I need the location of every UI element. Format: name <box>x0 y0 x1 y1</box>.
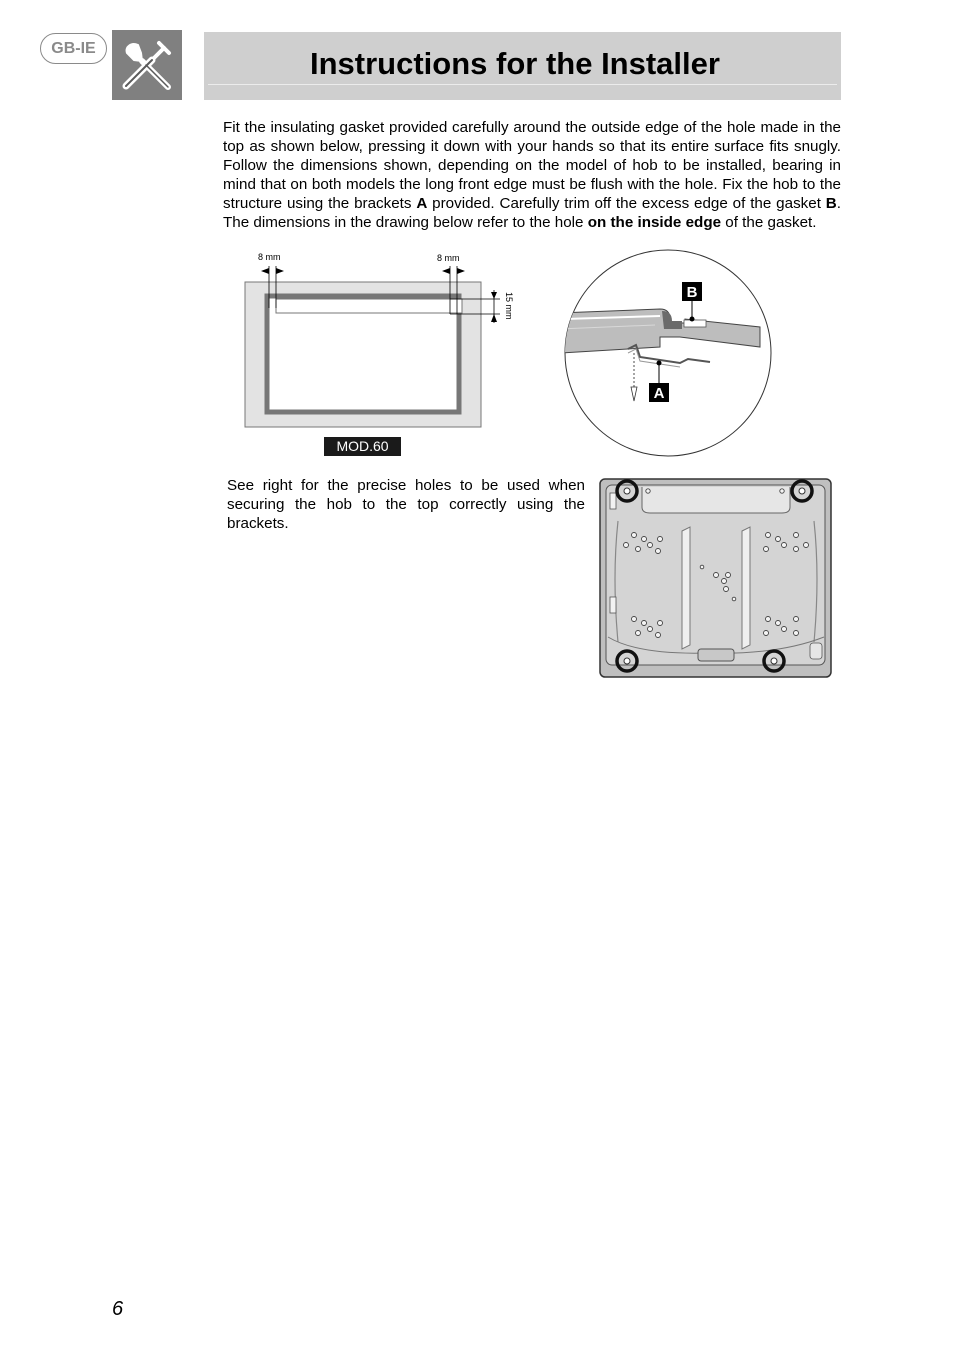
page-title: Instructions for the Installer <box>310 46 720 81</box>
title-bar <box>204 32 841 100</box>
dim-side-label: 15 mm <box>504 292 514 320</box>
model-label: MOD.60 <box>324 437 401 456</box>
gasket-dimension-diagram <box>236 248 526 436</box>
label-b: B <box>686 284 698 301</box>
tools-icon <box>112 30 182 100</box>
gasket-detail-diagram <box>560 249 778 459</box>
page-number: 6 <box>112 1298 124 1320</box>
intro-paragraph: Fit the insulating gasket provided carefully around the outside edge of the hole made in the top as shown below, pressing it down with your hands so that its entire surface fits snugly. Follow the dimensions shown, depending on the model of hob to be installed, bearing in mind that on both models the long front edge must be flush with the hole. Fix the hob to the structure using the brackets A provided. Carefully trim off the excess edge of the gasket B. The dimensions in the drawing below refer to the hole on the inside edge of the gasket. <box>223 119 841 231</box>
bracket-holes-paragraph: See right for the precise holes to be used when securing the hob to the top correctly using the brackets. <box>227 477 585 532</box>
label-a: A <box>653 385 665 402</box>
dim-left-label: 8 mm <box>258 252 281 262</box>
language-badge: GB-IE <box>40 33 107 64</box>
dim-right-label: 8 mm <box>437 253 460 263</box>
hob-underside-image <box>598 477 834 680</box>
